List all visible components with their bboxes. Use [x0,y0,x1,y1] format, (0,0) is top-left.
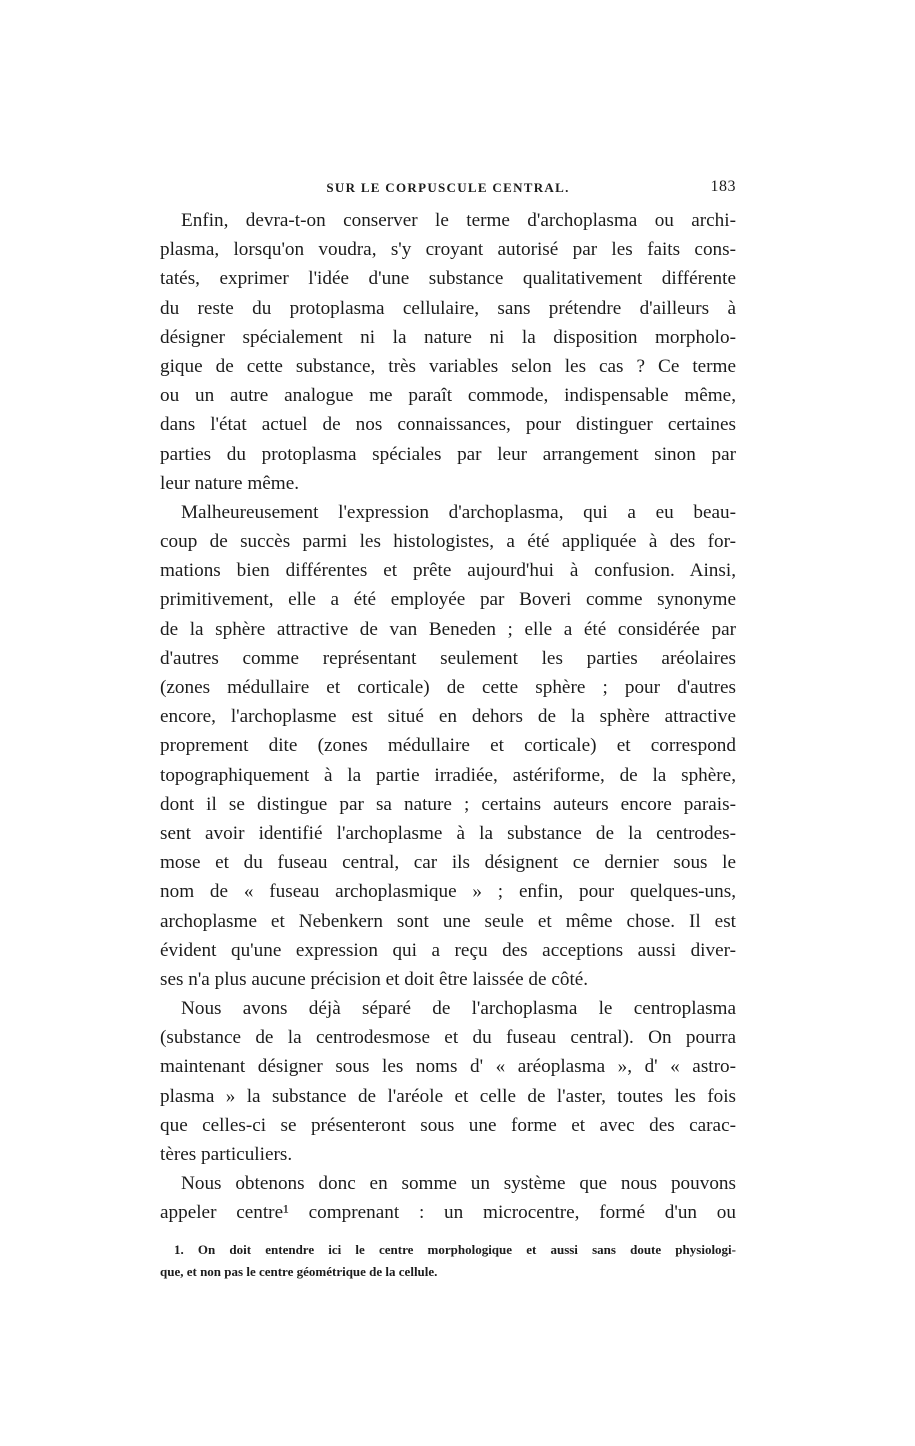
text-line: gique de cette substance, très variables selon les cas ? Ce terme [160,355,736,377]
text-line: parties du protoplasma spéciales par leur arrangement sinon par [160,443,736,465]
text-line: appeler centre¹ comprenant : un microcentre, formé d'un ou [160,1202,736,1224]
text-line: nom de « fuseau archoplasmique » ; enfin, pour quelques-uns, [160,881,736,903]
text-line: mations bien différentes et prête aujourd'hui à confusion. Ainsi, [160,560,736,582]
text-line: Nous obtenons donc en somme un système que nous pouvons [181,1173,736,1195]
text-line: ses n'a plus aucune précision et doit être laissée de côté. [160,968,589,990]
paragraph [160,206,736,498]
text-line: ou un autre analogue me paraît commode, indispensable même, [160,385,736,407]
text-line: mose et du fuseau central, car ils désignent ce dernier sous le [160,852,736,874]
text-line: que celles-ci se présenteront sous une forme et avec des carac- [160,1114,736,1136]
footnote-line: que, et non pas le centre géométrique de la cellule. [160,1264,438,1279]
text-line: coup de succès parmi les histologistes, a été appliquée à des for- [160,531,736,553]
paragraph [160,498,736,994]
text-line: tatés, exprimer l'idée d'une substance qualitativement différente [160,268,736,290]
paragraph [160,1169,736,1227]
running-title: SUR LE CORPUSCULE CENTRAL. [326,180,570,195]
text-line: encore, l'archoplasme est situé en dehors de la sphère attractive [160,706,736,728]
text-line: (substance de la centrodesmose et du fuseau central). On pourra [160,1027,736,1049]
text-line: archoplasme et Nebenkern sont une seule et même chose. Il est [160,910,736,932]
text-line: topographiquement à la partie irradiée, astériforme, de la sphère, [160,764,736,786]
text-line: désigner spécialement ni la nature ni la disposition morpholo- [160,326,736,348]
text-line: dans l'état actuel de nos connaissances, pour distinguer certaines [160,414,736,436]
text-line: maintenant désigner sous les noms d' « aréoplasma », d' « astro- [160,1056,736,1078]
body-text [160,206,736,1228]
footnote-line: 1. On doit entendre ici le centre morphologique et aussi sans doute physiologi- [174,1242,736,1257]
text-line: (zones médullaire et corticale) de cette sphère ; pour d'autres [160,677,736,698]
text-line: leur nature même. [160,472,300,494]
page-number: 183 [710,178,736,195]
text-line: Malheureusement l'expression d'archoplasma, qui a eu beau- [181,501,736,523]
text-line: de la sphère attractive de van Beneden ; elle a été considérée par [160,618,736,640]
text-line: dont il se distingue par sa nature ; certains auteurs encore parais- [160,793,736,815]
text-line: plasma, lorsqu'on voudra, s'y croyant autorisé par les faits cons- [160,239,736,261]
text-line: proprement dite (zones médullaire et corticale) et correspond [160,735,736,757]
running-head [160,178,736,198]
text-line: tères particuliers. [160,1144,293,1165]
text-line: Nous avons déjà séparé de l'archoplasma le centroplasma [181,998,736,1020]
text-line: plasma » la substance de l'aréole et celle de l'aster, toutes les fois [160,1085,736,1107]
text-line: primitivement, elle a été employée par Boveri comme synonyme [160,589,736,611]
paragraph [160,994,736,1169]
footnote [160,1239,736,1283]
text-line: sent avoir identifié l'archoplasme à la substance de la centrodes- [160,822,736,844]
text-line: du reste du protoplasma cellulaire, sans prétendre d'ailleurs à [160,297,736,319]
text-line: Enfin, devra-t-on conserver le terme d'archoplasma ou archi- [181,210,736,231]
text-line: évident qu'une expression qui a reçu des acceptions aussi diver- [160,939,736,961]
text-line: d'autres comme représentant seulement les parties aréolaires [160,647,736,669]
